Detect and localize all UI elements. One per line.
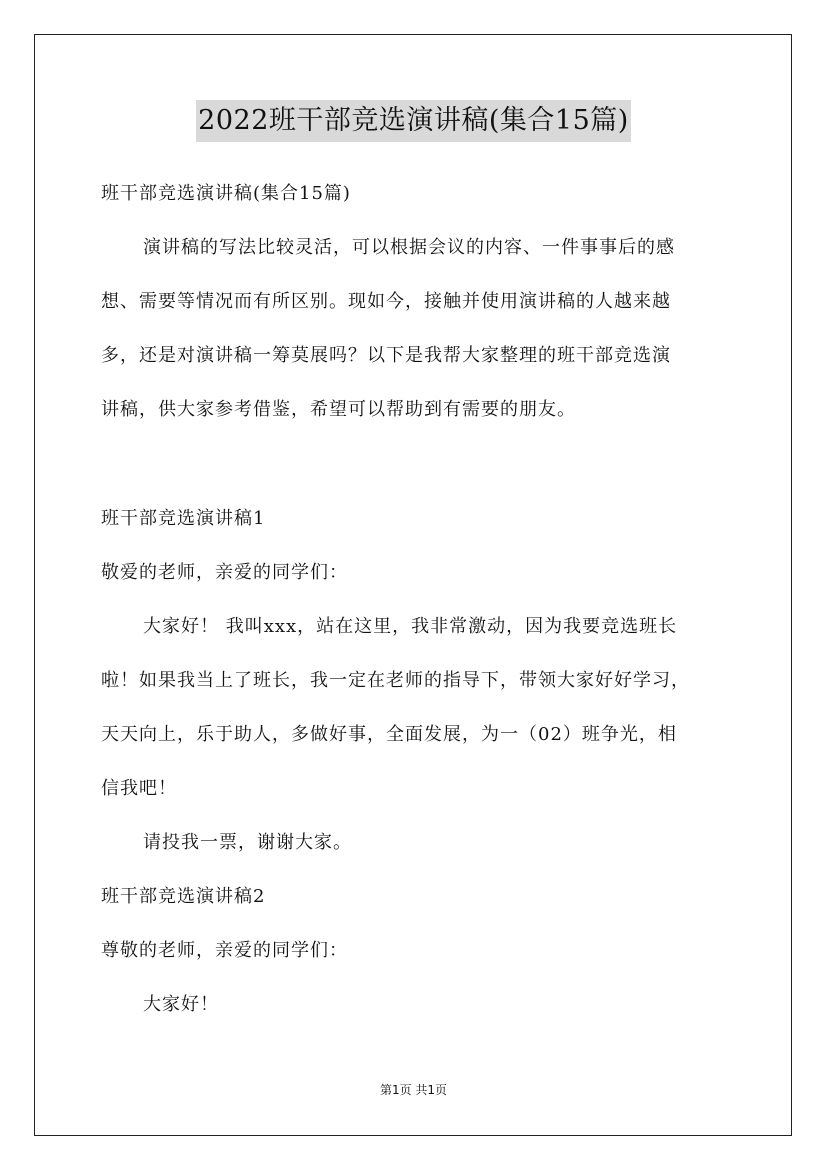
page-footer: 第1页 共1页 xyxy=(379,1083,448,1097)
section-heading: 班干部竞选演讲稿2 xyxy=(101,886,266,907)
opening-line: 大家好！ xyxy=(143,994,219,1015)
body-line: 天天向上，乐于助人，多做好事，全面发展，为一（02）班争光，相 xyxy=(101,724,677,745)
section-heading: 班干部竞选演讲稿1 xyxy=(101,508,266,529)
document-title: 2022班干部竞选演讲稿(集合15篇) xyxy=(196,100,631,142)
intro-line: 讲稿，供大家参考借鉴，希望可以帮助到有需要的朋友。 xyxy=(101,399,576,420)
intro-line: 想、需要等情况而有所区别。现如今，接触并使用演讲稿的人越来越 xyxy=(101,291,671,312)
document-subtitle: 班干部竞选演讲稿(集合15篇) xyxy=(101,183,351,204)
body-line: 信我吧！ xyxy=(101,778,177,799)
body-line: 大家好！ 我叫xxx，站在这里，我非常激动，因为我要竞选班长 xyxy=(143,616,678,637)
greeting: 敬爱的老师，亲爱的同学们： xyxy=(101,562,348,583)
body-line: 啦！如果我当上了班长，我一定在老师的指导下，带领大家好好学习， xyxy=(101,670,690,691)
intro-line: 多，还是对演讲稿一筹莫展吗？以下是我帮大家整理的班干部竞选演 xyxy=(101,345,671,366)
closing-line: 请投我一票，谢谢大家。 xyxy=(143,832,352,853)
title-container xyxy=(0,100,827,142)
intro-line: 演讲稿的写法比较灵活，可以根据会议的内容、一件事事后的感 xyxy=(143,237,675,258)
greeting: 尊敬的老师，亲爱的同学们： xyxy=(101,940,348,961)
